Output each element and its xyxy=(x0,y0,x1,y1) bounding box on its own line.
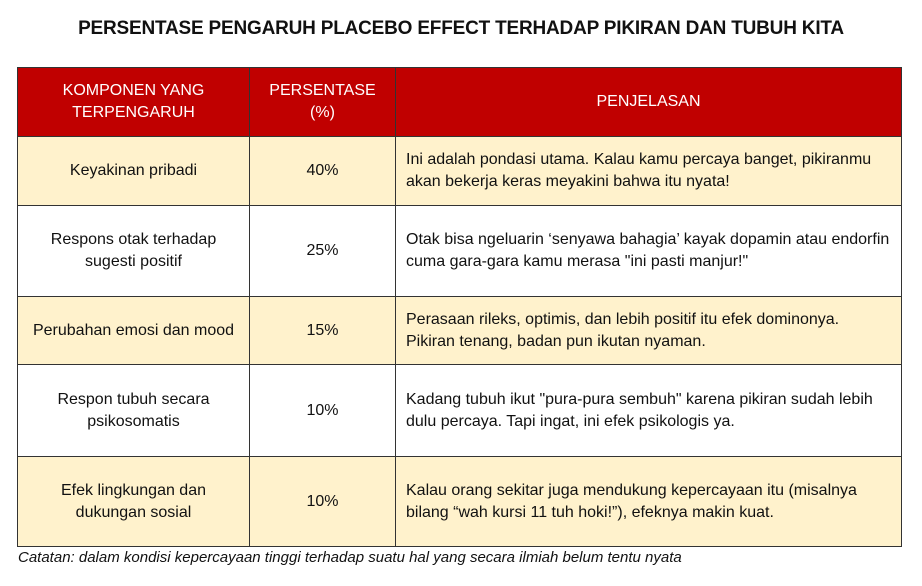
page-title: PERSENTASE PENGARUH PLACEBO EFFECT TERHADAP PIKIRAN DAN TUBUH KITA xyxy=(78,18,844,39)
component-cell: Respons otak terhadap sugesti positif xyxy=(18,206,250,297)
table-row xyxy=(18,365,902,457)
explanation-cell: Otak bisa ngeluarin ‘senyawa bahagia’ kayak dopamin atau endorfin cuma gara-gara kamu merasa "ini pasti manjur!" xyxy=(396,206,902,297)
explanation-cell: Kalau orang sekitar juga mendukung kepercayaan itu (misalnya bilang “wah kursi 11 tuh hoki!”), efeknya makin kuat. xyxy=(396,457,902,547)
component-cell: Perubahan emosi dan mood xyxy=(18,297,250,365)
table-row xyxy=(18,206,902,297)
explanation-cell: Kadang tubuh ikut "pura-pura sembuh" karena pikiran sudah lebih dulu percaya. Tapi ingat, ini efek psikologis ya. xyxy=(396,365,902,457)
component-cell: Keyakinan pribadi xyxy=(18,137,250,206)
component-cell: Respon tubuh secara psikosomatis xyxy=(18,365,250,457)
percentage-cell: 10% xyxy=(250,365,396,457)
explanation-cell: Ini adalah pondasi utama. Kalau kamu percaya banget, pikiranmu akan bekerja keras meyakini bahwa itu nyata! xyxy=(396,137,902,206)
header-explanation: PENJELASAN xyxy=(396,68,902,137)
placebo-effect-table xyxy=(17,67,902,547)
percentage-cell: 15% xyxy=(250,297,396,365)
table-row xyxy=(18,457,902,547)
component-cell: Efek lingkungan dan dukungan sosial xyxy=(18,457,250,547)
header-percentage: PERSENTASE (%) xyxy=(250,68,396,137)
table-header-row xyxy=(18,68,902,137)
table-row xyxy=(18,297,902,365)
percentage-cell: 25% xyxy=(250,206,396,297)
footnote: Catatan: dalam kondisi kepercayaan tinggi terhadap suatu hal yang secara ilmiah belum tentu nyata xyxy=(18,549,682,566)
table-row xyxy=(18,137,902,206)
percentage-cell: 10% xyxy=(250,457,396,547)
explanation-cell: Perasaan rileks, optimis, dan lebih positif itu efek dominonya. Pikiran tenang, badan pun ikutan nyaman. xyxy=(396,297,902,365)
percentage-cell: 40% xyxy=(250,137,396,206)
header-component: KOMPONEN YANG TERPENGARUH xyxy=(18,68,250,137)
